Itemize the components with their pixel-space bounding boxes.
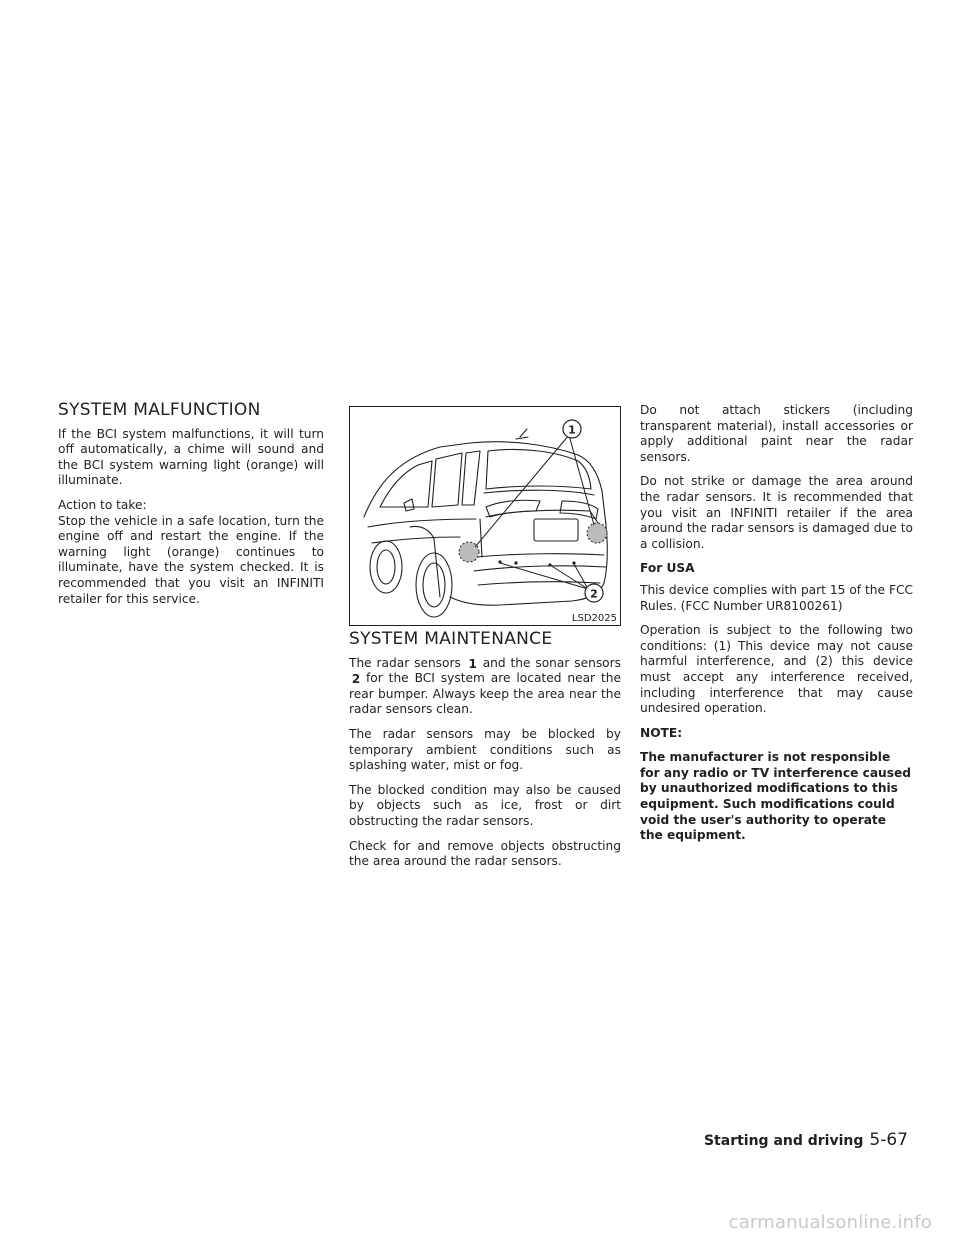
column-right [640,403,913,853]
malfunction-heading: SYSTEM MALFUNCTION [58,400,261,420]
maintenance-p1-part-c: for the BCI system are located near the rear bumper. Always keep the area near the radar sensors clean. [349,671,621,717]
maintenance-heading: SYSTEM MAINTENANCE [349,629,553,649]
action-paragraph [58,498,324,514]
maintenance-paragraph-1 [349,656,621,718]
radar-sensor-right-marker [587,523,607,543]
maintenance-paragraph-5: Do not attach stickers (including transparent material), install accessories or apply additional paint near the radar sensors. [640,403,913,464]
action-text: Stop the vehicle in a safe location, turn the engine off and restart the engine. If the warning light (orange) continues to illuminate, have the system checked. It is recommended that you visit an INFINITI retailer for this service. [58,513,324,606]
maintenance-p1-part-a: The radar sensors [349,655,461,670]
column-left [58,400,324,616]
usa-heading: For USA [640,561,695,576]
figure-code: LSD2025 [571,613,617,624]
callout-1-ref: 1 [468,656,477,671]
usa-paragraph-1: This device complies with part 15 of the FCC Rules. (FCC Number UR8100261) [640,582,913,613]
column-middle [349,629,621,879]
vehicle-rear-illustration [350,407,620,625]
maintenance-paragraph-4: Check for and remove objects obstructing the area around the radar sensors. [349,838,621,869]
radar-sensor-figure [349,406,621,626]
maintenance-paragraph-6: Do not strike or damage the area around the radar sensors. It is recommended that you visit an INFINITI retailer if the area around the radar sensors is damaged due to a collision. [640,474,913,551]
maintenance-paragraph-2: The radar sensors may be blocked by temporary ambient conditions such as splashing water, mist or fog. [349,726,621,773]
page-footer [704,1130,908,1150]
note-label: NOTE: [640,725,683,740]
maintenance-p1-part-b: and the sonar sensors [482,655,621,670]
radar-sensor-left-marker [459,542,479,562]
malfunction-paragraph: If the BCI system malfunctions, it will turn off automatically, a chime will sound and the BCI system warning light (orange) will illuminate. [58,426,324,488]
action-label: Action to take: [58,497,147,512]
maintenance-paragraph-3: The blocked condition may also be caused by objects such as ice, frost or dirt obstructing the radar sensors. [349,782,621,828]
callout-2-ref: 2 [351,672,361,687]
callout-2-label: 2 [590,587,598,601]
note-text: The manufacturer is not responsible for any radio or TV interference caused by unauthorized modifications to this equipment. Such modifications could void the user's authority to operate the equipment. [640,750,911,843]
callout-1-label: 1 [568,423,576,437]
section-title: Starting and driving [703,1133,864,1149]
usa-paragraph-2: Operation is subject to the following two conditions: (1) This device may not cause harmful interference, and (2) this device must accept any interference received, including interference that may cause undesired operation. [640,623,913,716]
page-number: 5-67 [869,1130,908,1150]
watermark: carmanualsonline.info [728,1212,932,1233]
